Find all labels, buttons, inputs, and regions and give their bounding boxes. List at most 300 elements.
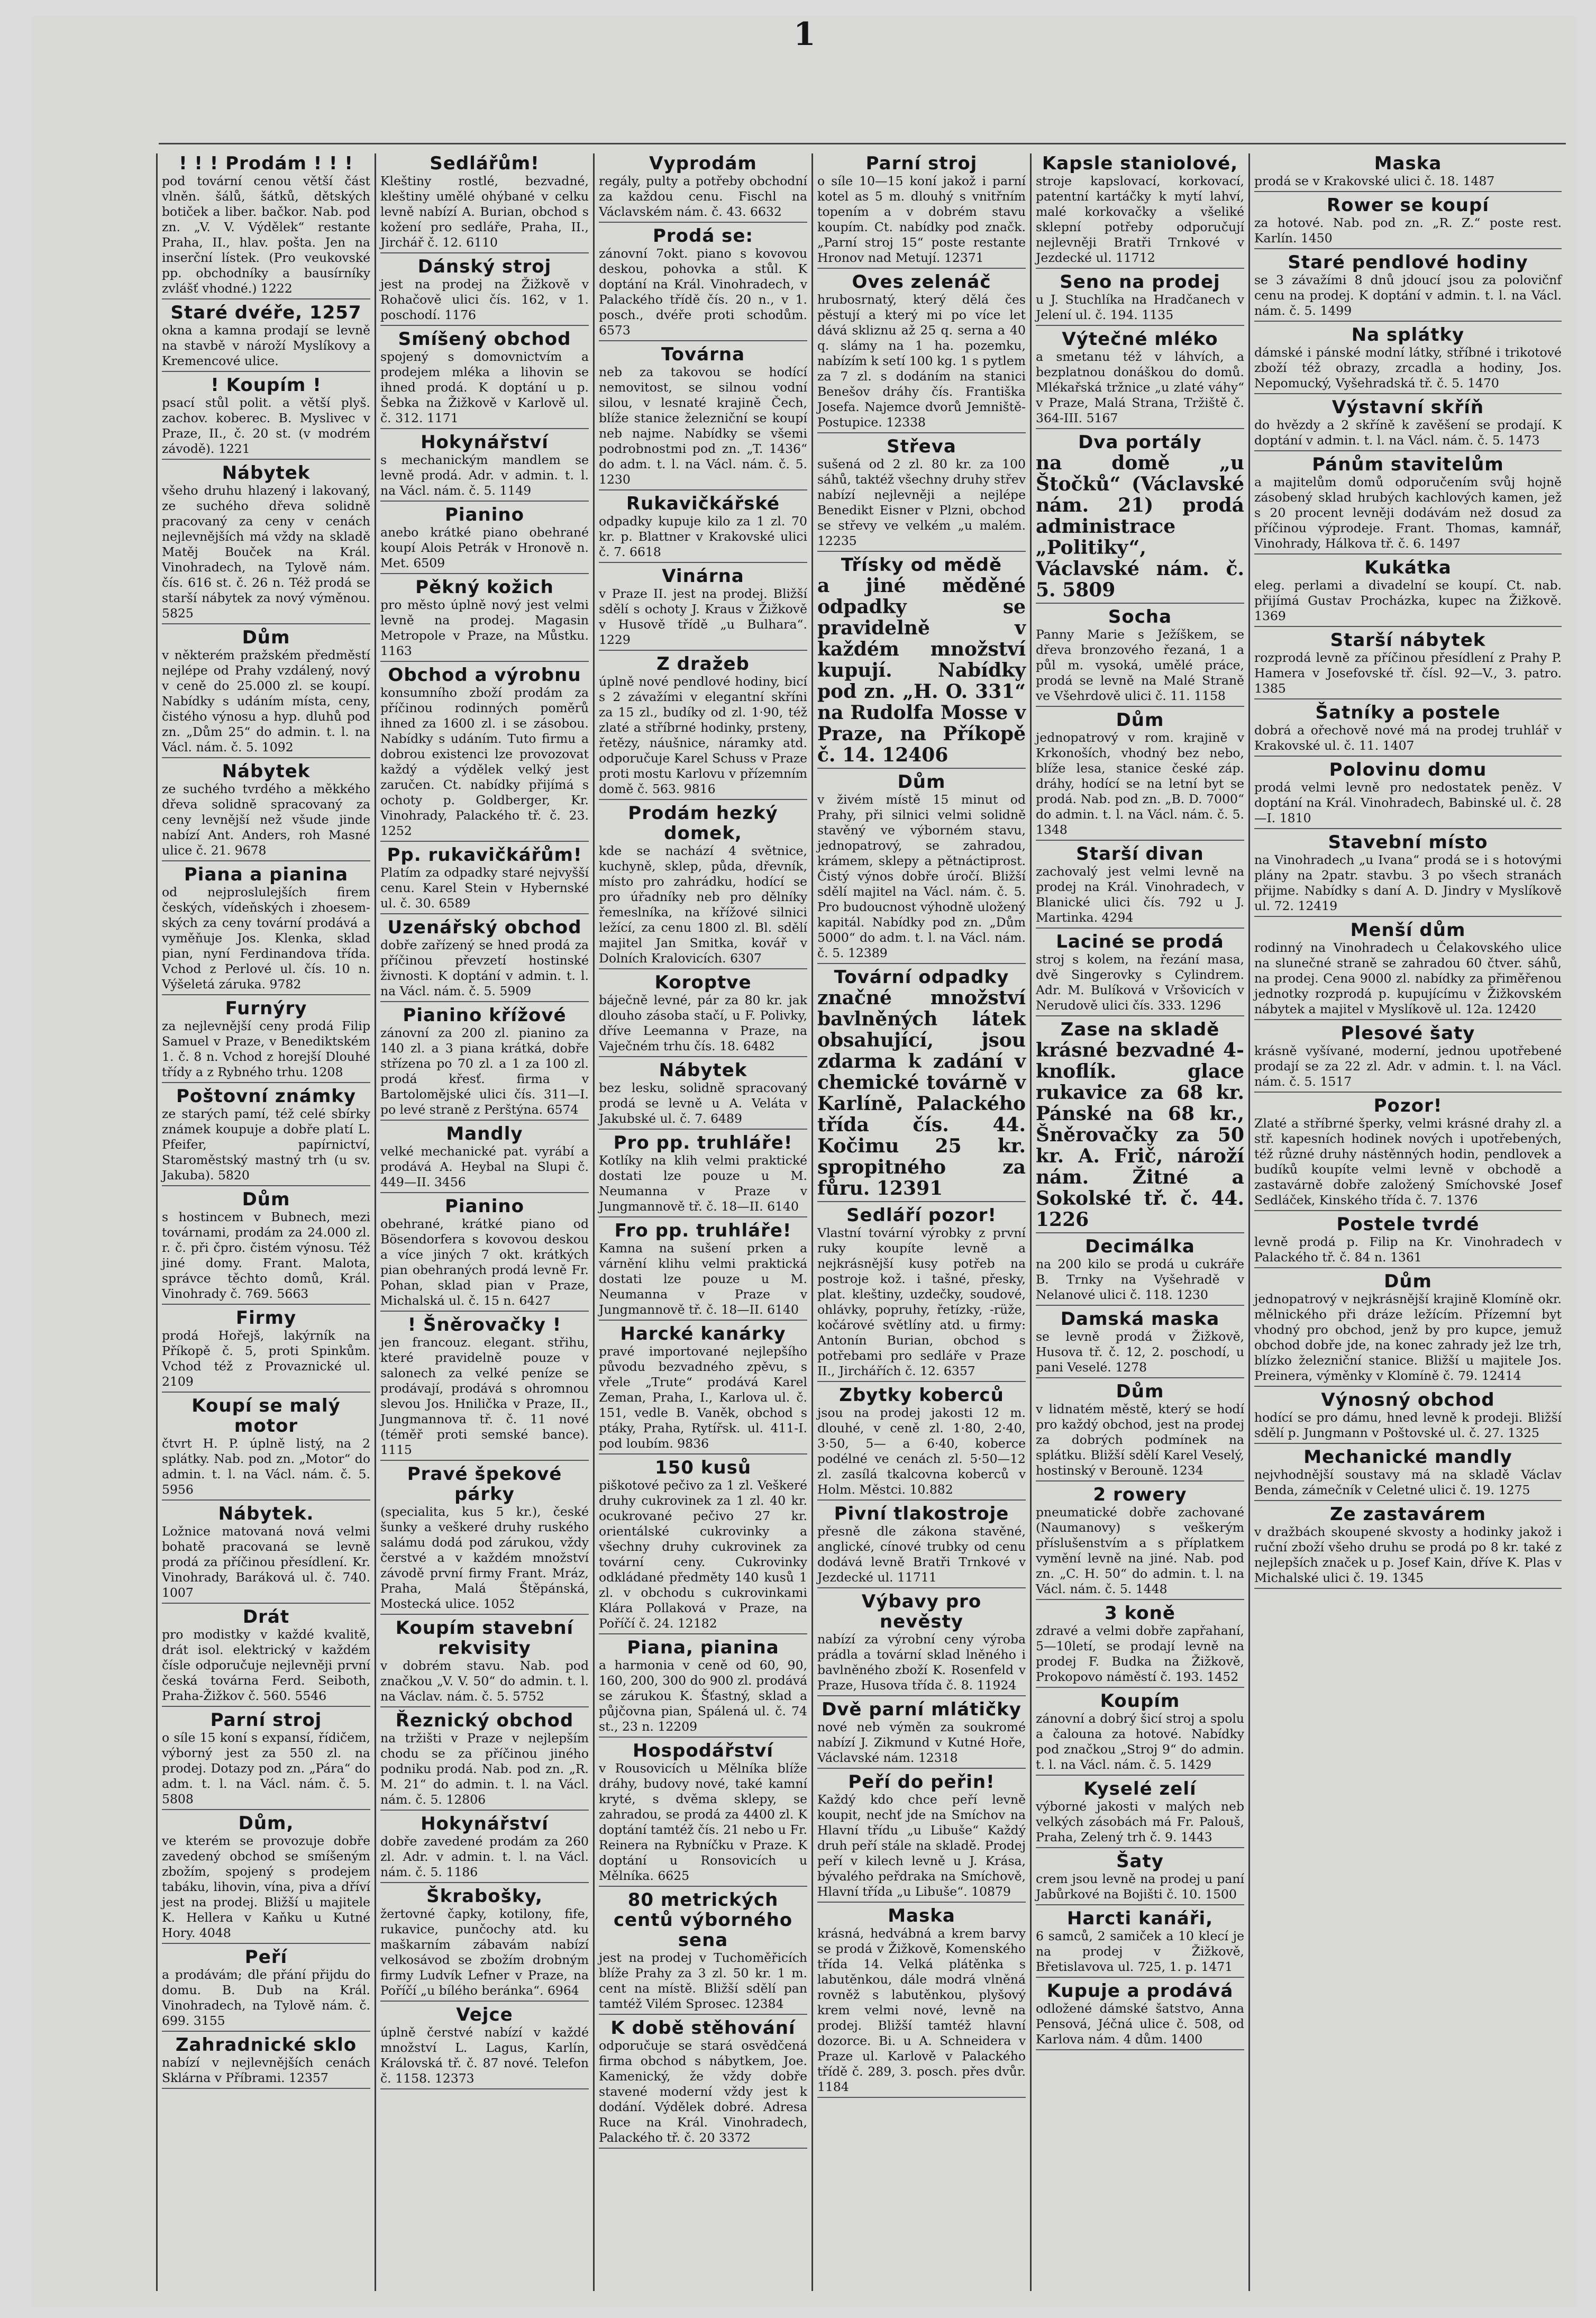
- ad-body: Kamna na sušení prken a várnění klihu velmi praktická dostati lze pouze u M. Neumanna v Praze v Jungmannově tř. č. 18—II. 6140: [599, 1241, 807, 1317]
- ad-body: krásná, hedvábná a krem barvy se prodá v Žižkově, Komenského třída 14. Velká plátěnka s labutěnkou, dále modrá vlněná rovněž s labutěnkou, plyšový krem velmi nové, levně na prodej. Bližší tamtéž hlavní dozorce. Bi. u A. Schneidera v Praze ul. Karlově v Palackého třídě č. 289, 3. posch. přes dvůr. 1184: [817, 1926, 1026, 2094]
- ad-heading: Fro pp. truhláře!: [614, 1220, 792, 1241]
- ad-body: bez lesku, solidně spracovaný prodá se levně u A. Veláta v Jakubské ul. č. 7. 6489: [599, 1080, 807, 1126]
- classified-ad: [817, 1699, 1026, 1769]
- ad-heading: Seno na prodej: [1060, 271, 1220, 293]
- ad-body: velké mechanické pat. vyrábí a prodává A. Heybal na Slupi č. 449—II. 3456: [380, 1144, 589, 1189]
- ad-body: 6 samců, 2 samiček a 10 klecí je na prodej v Žižkově, Břetislavova ul. 725, 1. p. 1471: [1036, 1929, 1244, 1974]
- ad-body: o síle 10—15 koní jakož i parní kotel as 5 m. dlouhý s vnitřním topením a v dobrém stavu koupím. Ct. nabídky pod značk. „Parní stroj 15“ poste restante Hronov nad Metují. 12371: [817, 174, 1026, 265]
- ad-heading: Výbavy pro nevěsty: [861, 1591, 982, 1632]
- classified-ad: [162, 1189, 370, 1305]
- classified-ad: [599, 972, 807, 1057]
- classified-ad: [1254, 703, 1562, 757]
- column-3: [593, 153, 811, 2291]
- classified-ad: [1036, 1237, 1244, 1306]
- ad-body: psací stůl polit. a větší plyš. zachov. koberec. B. Myslivec v Praze, II., č. 20 st. (v modrém závodě). 1221: [162, 395, 370, 456]
- ad-heading: Harcti kanáři,: [1066, 1908, 1214, 1929]
- ad-heading: Nábytek: [222, 462, 311, 484]
- header-rule: [159, 143, 1566, 144]
- ad-heading: ! Šněrovačky !: [407, 1314, 562, 1335]
- ad-heading: Staré pendlové hodiny: [1288, 252, 1528, 273]
- ad-heading: Harcké kanárky: [620, 1323, 786, 1344]
- ad-body: prodá velmi levně pro nedostatek peněz. V doptání na Král. Vinohradech, Babinské ul. č. 28—I. 1810: [1254, 780, 1562, 825]
- ad-body: v Praze II. jest na prodej. Bližší sdělí s ochoty J. Kraus v Žižkově v Husově třídě „u Bulhara“. 1229: [599, 586, 807, 647]
- ad-body: a majitelům domů odporučením svůj hojně zásobený sklad hrubých kachlových kamen, jež s 20 procent levněji dodávám než dosud za příčinou výprodeje. Frant. Thomas, kamnář, Vinohrady, Hálkova tř. č. 6. 1497: [1254, 475, 1562, 551]
- classified-ad: [1036, 329, 1244, 429]
- classified-ad: [1036, 1309, 1244, 1378]
- classified-ad: [1254, 1214, 1562, 1268]
- classified-ad: [1254, 252, 1562, 322]
- classified-ad: [817, 1592, 1026, 1696]
- ad-heading: Uzenářský obchod: [387, 917, 582, 938]
- classified-ad: [1036, 153, 1244, 269]
- column-5: [1030, 153, 1248, 2291]
- ad-body: od nejproslulejších firem českých, vídeňských i zhoesemských za ceny tovární prodává a vyměňuje Jos. Klenka, sklad pian, nyní Ferdinandova třída. Vchod z Perlové ul. čís. 10 n. Výšeletá záruka. 9782: [162, 885, 370, 992]
- classified-ad: [817, 772, 1026, 964]
- ad-heading: Dům,: [238, 1813, 294, 1834]
- classified-ad: [599, 1324, 807, 1455]
- classified-ad: [162, 1813, 370, 1944]
- classified-ad: [817, 1906, 1026, 2098]
- classified-ad: [380, 665, 589, 842]
- ad-body: značné množství bavlněných látek obsahující, jsou zdarma k zadání v chemické továrně v Karlíně, Palackého třída čís. 44. Kočimu 25 kr. spropitného za fůru. 12391: [817, 987, 1026, 1199]
- ad-heading: Zahradnické sklo: [175, 2034, 357, 2056]
- ad-body: žertovné čapky, kotilony, fife, rukavice, punčochy atd. ku maškarním zábavám nabízí velkosávod se zbožím drobným firmy Ludvík Lefner v Praze, na Poříčí „u bílého beránka“. 6964: [380, 1906, 589, 1998]
- classified-ad: [817, 1772, 1026, 1903]
- ad-body: spojený s domovnictvím a prodejem mléka a lihovin se ihned prodá. K doptání u p. Šebka na Žižkově v Karlově ul. č. 312. 1171: [380, 349, 589, 425]
- ad-body: zachovalý jest velmi levně na prodej na Král. Vinohradech, v Blanické ulici čís. 792 u J. Martinka. 4294: [1036, 864, 1244, 925]
- classified-ad: [380, 1711, 589, 1811]
- ad-body: (specialita, kus 5 kr.), české šunky a veškeré druhy ruského salámu dodá pod zárukou, vždy čerstvé a v každém množství závodě první firmy Frant. Mráz, Praha, Malá Štěpánská, Mostecká ulice. 1052: [380, 1504, 589, 1611]
- ad-body: jest na prodej na Žižkově v Rohačově ulici čís. 162, v 1. poschodí. 1176: [380, 277, 589, 322]
- classified-ad: [599, 1221, 807, 1321]
- classified-ad: [380, 329, 589, 429]
- ad-body: stroj s kolem, na řezání masa, dvě Singerovky s Cylindrem. Adr. M. Bulíková v Vršovicích v Nerudově ulici čís. 333. 1296: [1036, 952, 1244, 1013]
- column-6: [1248, 153, 1566, 2291]
- ad-body: Kleštiny rostlé, bezvadné, kleštiny umělé ohýbané v celku levně nabízí A. Burian, obchod s kožení pro sedláře, Praha, II., Jirchář č. 12. 6110: [380, 174, 589, 250]
- classified-ad: [599, 1741, 807, 1887]
- ad-heading: Poštovní známky: [176, 1086, 357, 1107]
- ad-body: obehrané, krátké piano od Bösendorfera s kovovou deskou a více jiných 7 okt. krátkých pian obehraných prodá levně Fr. Pohan, sklad pian v Praze, Michalská ul. č. 15 n. 6427: [380, 1216, 589, 1308]
- classified-ad: [380, 505, 589, 574]
- ad-heading: Pro pp. truhláře!: [613, 1132, 793, 1153]
- column-4: [811, 153, 1030, 2291]
- ad-body: Každý kdo chce peří levně koupit, nechť jde na Smíchov na Hlavní třídu „u Libuše“ Každý druh peří stále na skladě. Prodej peří v kilech levně u J. Krása, bývalého peřdraka na Smíchově, Hlavní třída „u Libuše“. 10879: [817, 1792, 1026, 1899]
- ad-heading: Starší nábytek: [1330, 630, 1486, 651]
- ad-body: do hvězdy a 2 skříně k zavěšení se prodají. K doptání v admin. t. l. na Václ. nám. č. 5. 1473: [1254, 417, 1562, 448]
- ad-heading: 3 koně: [1105, 1603, 1175, 1624]
- ad-heading: Smíšený obchod: [398, 329, 571, 350]
- classified-ad: [1036, 432, 1244, 604]
- classified-ad: [817, 153, 1026, 269]
- ad-heading: Pěkný kožich: [415, 577, 554, 598]
- classified-ad: [380, 1005, 589, 1121]
- ad-body: jednopatrový v nejkrásnější krajině Klomíně okr. mělnického při dráze ležícím. Přízemní byt vhodný pro obchod, jenž by pro kupce, jemuž obchod dobře jde, na konec zahrady jež lze trh, blízko železniční stanice. Bližší u majitele Jos. Preinera, výměnky v Klomíně č. 79. 12414: [1254, 1292, 1562, 1383]
- ad-body: se levně prodá v Žižkově, Husova tř. č. 12, 2. poschodí, u pani Veselé. 1278: [1036, 1329, 1244, 1375]
- classified-ad: [599, 1133, 807, 1217]
- ad-heading: Hokynářství: [421, 1813, 549, 1834]
- classified-ad: [162, 2035, 370, 2089]
- ad-body: okna a kamna prodají se levně na stavbě v nároží Myslíkovy a Kremencové ulice.: [162, 323, 370, 368]
- ad-heading: Vinárna: [662, 566, 744, 587]
- ad-body: nabízí v nejlevnějších cenách Sklárna v Příbrami. 12357: [162, 2055, 370, 2085]
- classified-ad: [599, 2018, 807, 2149]
- classified-ad: [380, 1315, 589, 1461]
- ad-heading: Dvě parní mlátičky: [822, 1699, 1022, 1720]
- ad-heading: Sedláří pozor!: [846, 1205, 997, 1226]
- classified-ad: [1254, 920, 1562, 1020]
- classified-ad: [1036, 1691, 1244, 1776]
- ad-heading: Mechanické mandly: [1303, 1447, 1512, 1468]
- classified-ad: [162, 1947, 370, 2032]
- classified-ad: [162, 1396, 370, 1501]
- ad-body: konsumního zboží prodám za příčinou rodinných poměrů ihned za 1600 zl. i se zásobou. Nabídky s udáním. Tuto firmu a dobrou existenci lze provozovat každý a výdělek velký jest zaručen. Ct. nabídky přijímá s ochoty p. Goldberger, Kr. Vinohrady, Palackého tř. č. 23. 1252: [380, 685, 589, 838]
- ad-heading: Koupí se malý motor: [191, 1395, 341, 1437]
- ad-body: za hotové. Nab. pod zn. „R. Z.“ poste rest. Karlín. 1450: [1254, 215, 1562, 246]
- classified-ad: [599, 1638, 807, 1738]
- classified-ad: [599, 1458, 807, 1634]
- ad-heading: Prodám hezký domek,: [628, 803, 778, 844]
- classified-ad: [162, 375, 370, 460]
- ad-body: eleg. perlami a divadelní se koupí. Ct. nab. přijímá Gustav Procházka, kupec na Žižkově. 1369: [1254, 578, 1562, 623]
- ad-heading: Furnýry: [225, 998, 307, 1019]
- ad-body: dobře zařízený se hned prodá za příčinou převzetí hostinské živnosti. K doptání v admin. t. l. na Václ. nám. č. 5. 5909: [380, 938, 589, 998]
- ad-body: jsou na prodej jakosti 12 m. dlouhé, v ceně zl. 1·80, 2·40, 3·50, 5— a 6·40, koberce podélné ve cenách zl. 5·50—12 zl. zasílá tkalcovna koberců v Holm. Městci. 10.882: [817, 1405, 1026, 1497]
- ad-heading: Dva portály: [1078, 432, 1202, 453]
- ad-heading: Třísky od mědě: [841, 554, 1002, 576]
- ad-heading: Hospodářství: [632, 1740, 774, 1761]
- ad-heading: Továrna: [661, 344, 745, 365]
- classified-ad: [1036, 710, 1244, 841]
- ad-body: nejvhodnější soustavy má na skladě Václav Benda, zámečník v Celetné ulici č. 19. 1275: [1254, 1467, 1562, 1497]
- ad-body: ve kterém se provozuje dobře zavedený obchod se smíšeným zbožím, spojený s prodejem tabáku, lihovin, vína, piva a dříví jest na prodej. Bližší u majitele K. Hellera v Kaňku u Kutné Hory. 4048: [162, 1833, 370, 1940]
- ad-heading: Pianino: [445, 1196, 524, 1217]
- ad-body: odpadky kupuje kilo za 1 zl. 70 kr. p. Blattner v Krakovské ulici č. 7. 6618: [599, 514, 807, 559]
- ad-heading: ! ! ! Prodám ! ! !: [179, 153, 353, 174]
- classified-ad: [599, 1890, 807, 2015]
- ad-body: nové neb výměn za soukromé nabízí J. Zikmund v Kutné Hoře, Václavské nám. 12318: [817, 1720, 1026, 1765]
- ad-body: úplně nové pendlové hodiny, bicí s 2 závažími v elegantní skříni za 15 zl., budíky od zl. 1·90, též zlaté a stříbrné hodinky, prsteny, řetězy, náušnice, náramky atd. odporučuje Karel Schuss v Praze proti mostu Karlovu v přízemním domě č. 563. 9816: [599, 674, 807, 796]
- classified-ad: [380, 1124, 589, 1193]
- ad-body: hodící se pro dámu, hned levně k prodeji. Bližší sdělí p. Jungmann v Poštovské ul. č. 27. 1325: [1254, 1410, 1562, 1440]
- classified-ad: [1254, 832, 1562, 917]
- classified-ad: [380, 153, 589, 253]
- ad-body: dámské i pánské modní látky, stříbné i trikotové zboží též obrazy, zrcadla a hodiny, Jos. Nepomucký, Vyšehradská tř. č. 5. 1470: [1254, 345, 1562, 390]
- ad-body: a smetanu též v láhvích, a bezplatnou donáškou do domů. Mlékařská tržnice „u zlaté váhy“ v Praze, Malá Strana, Tržiště č. 364-III. 5167: [1036, 349, 1244, 425]
- classified-ad: [817, 272, 1026, 433]
- ad-body: jednopatrový v rom. krajině v Krkonoších, vhodný bez nebo, blíže lesa, stanice české záp. dráhy, hodící se na letní byt se prodá. Nab. pod zn. „B. D. 7000“ do admin. t. l. na Václ. nám. č. 5. 1348: [1036, 730, 1244, 837]
- ad-heading: Hokynářství: [421, 432, 549, 453]
- ad-body: regály, pulty a potřeby obchodní za každou cenu. Fischl na Václavském nám. č. 43. 6632: [599, 174, 807, 219]
- classified-ad: [1254, 1023, 1562, 1093]
- ad-body: v dražbách skoupené skvosty a hodinky jakož i ruční zboží všeho druhu se prodá po 8 kr. také z nejlepších značek u p. Josef Kain, dříve K. Plas v Michalské ulici č. 19. 1345: [1254, 1524, 1562, 1585]
- classified-ad: [162, 1308, 370, 1393]
- ad-heading: Oves zelenáč: [852, 271, 991, 293]
- classified-ad: [380, 257, 589, 326]
- ad-body: všeho druhu hlazený i lakovaný, ze suchého dřeva solidně pracovaný za ceny v cenách nejlevnějších má vždy na skladě Matěj Bouček na Král. Vinohradech, na Tylově nám. čís. 616 st. č. 26 n. Též prodá se starší nábytek za nový výměnou. 5825: [162, 483, 370, 621]
- ad-body: za nejlevnější ceny prodá Filip Samuel v Praze, v Benediktském 1. č. 8 n. Vchod z horejší Dlouhé třídy a z Rybného trhu. 1208: [162, 1019, 370, 1079]
- ad-body: anebo krátké piano obehrané koupí Alois Petrák v Hronově n. Met. 6509: [380, 525, 589, 570]
- ad-heading: Maska: [888, 1905, 955, 1926]
- ad-heading: Ze zastavárem: [1329, 1504, 1486, 1525]
- ad-body: v lidnatém městě, který se hodí pro každý obchod, jest na prodej za dobrých podmínek na splátku. Bližší sdělí Karel Veselý, hostinský v Berouně. 1234: [1036, 1402, 1244, 1478]
- ad-body: báječně levné, pár za 80 kr. jak dlouho zásoba stačí, u F. Polivky, dříve Leemanna v Praze, na Vaječném trhu čís. 18. 6482: [599, 993, 807, 1053]
- ad-body: rozprodá levně za příčinou přesídlení z Prahy P. Hamera v Josefovské tř. čísl. 92—V., 3. patro. 1385: [1254, 650, 1562, 696]
- ad-body: na Vinohradech „u Ivana“ prodá se i s hotovými plány na 2patr. stavbu. 3 po všech stranách přijme. Nabídky s daní A. D. Jindry v Myslíkově ul. 72. 12419: [1254, 852, 1562, 913]
- classified-ad: [599, 494, 807, 563]
- ad-heading: Plesové šaty: [1340, 1023, 1475, 1044]
- ad-heading: Koroptve: [654, 972, 752, 993]
- classified-ad: [1254, 195, 1562, 249]
- ad-body: v dobrém stavu. Nab. pod značkou „V. V. 50“ do admin. t. l. na Václav. nám. č. 5. 5752: [380, 1658, 589, 1704]
- classified-ad: [162, 1607, 370, 1707]
- ad-body: se 3 závažími 8 dnů jdoucí jsou za polovičnf cenu na prodej. K doptání v admin. t. l. na Václ. nám. č. 5. 1499: [1254, 272, 1562, 318]
- classified-ad: [380, 917, 589, 1002]
- ad-body: Platím za odpadky staré nejvyšší cenu. Karel Stein v Hybernské ul. č. 30. 6589: [380, 865, 589, 911]
- ad-body: krásně vyšívané, moderní, jednou upotřebené prodají se za 22 zl. Adr. v admin. t. l. na Václ. nám. č. 5. 1517: [1254, 1043, 1562, 1089]
- ad-heading: Pánům stavitelům: [1312, 454, 1504, 475]
- classified-ad: [599, 803, 807, 969]
- ad-heading: Šatníky a postele: [1315, 702, 1501, 723]
- ad-heading: 2 rowery: [1093, 1484, 1187, 1505]
- ad-body: a prodávám; dle přání přijdu do domu. B. Dub na Král. Vinohradech, na Tylově nám. č. 699. 3155: [162, 1967, 370, 2028]
- ad-heading: Pivní tlakostroje: [834, 1503, 1009, 1524]
- ad-body: na tržišti v Praze v nejlepším chodu se za příčinou jiného podniku prodá. Nab. pod zn. „R. M. 21“ do admin. t. l. na Václ. nám. č. 5. 12806: [380, 1731, 589, 1807]
- ad-body: odložené dámské šatstvo, Anna Pensová, Jéčná ulice č. 508, od Karlova nám. 4 dům. 1400: [1036, 2001, 1244, 2047]
- classified-ad: [162, 1504, 370, 1604]
- ad-body: s hostincem v Bubnech, mezi továrnami, prodám za 24.000 zl. r. č. při čpro. čistém výnosu. Též jiné domy. Frant. Malota, správce těchto domů, Král. Vinohrady č. 769. 5663: [162, 1210, 370, 1301]
- classified-ad: [1036, 1908, 1244, 1978]
- ad-body: levně prodá p. Filip na Kr. Vinohradech v Palackého tř. č. 84 n. 1361: [1254, 1234, 1562, 1265]
- ad-heading: Dům: [242, 627, 290, 648]
- ad-body: prodá se v Krakovské ulici č. 18. 1487: [1254, 174, 1495, 188]
- classified-ad: [162, 1710, 370, 1810]
- ad-heading: Prodá se:: [652, 225, 754, 247]
- classified-ad: [1254, 1271, 1562, 1387]
- ad-body: v některém pražském předměstí nejlépe od Prahy vzdálený, nový v ceně do 25.000 zl. se koupí. Nabídky s udáním místa, ceny, čistého výnosu a hyp. dluhů pod zn. „Dům 25“ do admin. t. l. na Václ. nám. č. 5. 1092: [162, 648, 370, 755]
- classified-ad: [817, 1385, 1026, 1501]
- page-folio: 1: [794, 16, 816, 53]
- classified-ad: [1036, 1851, 1244, 1905]
- ad-body: zánovní a dobrý šicí stroj a spolu a čalouna za hotové. Nabídky pod značkou „Stroj 9“ do admin. t. l. na Václ. nám. č. 5. 1429: [1036, 1711, 1244, 1772]
- ad-heading: Maska: [1374, 153, 1442, 174]
- ad-heading: Laciné se prodá: [1056, 931, 1224, 952]
- ad-body: pro modistky v každé kvalitě, drát isol. elektrický v každém čísle odporučuje nejlevněji první česká továrna Ferd. Seiboth, Praha-Žižkov č. 560. 5546: [162, 1627, 370, 1703]
- classified-ad: [380, 845, 589, 914]
- classified-ad: [599, 344, 807, 490]
- classified-ad: [380, 2005, 589, 2089]
- classified-ad: [1254, 1390, 1562, 1444]
- ad-heading: Staré dvéře, 1257: [170, 302, 362, 323]
- ad-heading: Pravé špekové párky: [407, 1463, 562, 1505]
- ad-heading: Piana a pianina: [184, 864, 349, 885]
- classified-ad: [599, 566, 807, 651]
- classified-ad: [1254, 630, 1562, 699]
- ad-body: výborné jakosti v malých neb velkých zásobách má Fr. Palouš, Praha, Zelený trh č. 9. 1443: [1036, 1799, 1244, 1844]
- ad-body: Vlastní tovární výrobky z první ruky koupíte levně a nejkrásnější kusy potřeb na postroje kož. i tašné, přesky, plat. kleštiny, uzdečky, soudové, ohlávky, popruhy, řetízky, -rüže, kočárové světlíny atd. u firmy: Antonín Burian, obchod s potřebami pro sedláře v Praze II., Jirchářích č. 12. 6357: [817, 1225, 1026, 1378]
- classified-ad: [162, 153, 370, 299]
- ad-heading: Dům: [1116, 710, 1164, 731]
- ad-body: nabízí za výrobní ceny výroba prádla a tovární sklad lněného i bavlněného zboží K. Rosenfeld v Praze, Husova třída č. 8. 11924: [817, 1632, 1026, 1693]
- classified-ad: [162, 303, 370, 372]
- classified-ad: [817, 555, 1026, 769]
- ad-body: odporučuje se stará osvědčená firma obchod s nábytkem, Joe. Kamenický, že vždy dobře stavené moderní vždy jest k dodání. Výdělek dobré. Adresa Ruce na Král. Vinohradech, Palackého tř. č. 20 3372: [599, 2038, 807, 2145]
- ad-heading: Nábytek: [659, 1060, 747, 1081]
- ad-body: Panny Marie s Ježíškem, se dřeva bronzového řezaná, 1 a půl m. vysoká, umělé práce, prodá se levně na Malé Straně ve Všehrdově ulici č. 11. 1158: [1036, 627, 1244, 703]
- classified-ad: [1254, 153, 1562, 192]
- ad-heading: Piana, pianina: [627, 1637, 779, 1658]
- ad-heading: Dům: [1384, 1271, 1432, 1292]
- ad-body: kde se nachází 4 světnice, kuchyně, sklep, půda, dřevník, místo pro zahrádku, hodící se pro úřadníky neb pro dělníky řemeslníka, na křížové silnici ležící, za cenu 1800 zl. Bl. sdělí majitel Jan Smitka, kovář v Dolních Kralovicích. 6307: [599, 843, 807, 966]
- ad-body: o síle 15 koní s expansí, řídičem, výborný jest za 550 zl. na prodej. Dotazy pod zn. „Pára“ do adm. t. l. na Václ. nám. č. 5. 5808: [162, 1730, 370, 1806]
- ad-heading: Rower se koupí: [1326, 195, 1489, 216]
- ad-heading: Dům: [897, 771, 946, 793]
- classified-ad: [1254, 1096, 1562, 1211]
- classified-ad: [1036, 1020, 1244, 1233]
- ad-body: a jiné měděné odpadky se pravidelně v každém množství kupují. Nabídky pod zn. „H. O. 331“ na Rudolfa Mosse v Praze, na Příkopě č. 14. 12406: [817, 575, 1026, 766]
- ad-body: pod tovární cenou větší část vlněn. šálů, šátků, dětských botiček a liber. bačkor. Nab. pod zn. „V. V. Výdělek“ restante Praha, II., hlav. pošta. Jen na inserční lístek. (Pro veukovské pp. obchodníky a bausírníky zvlášť vhodné.) 1222: [162, 174, 370, 296]
- classified-ad: [162, 865, 370, 995]
- classified-ad: [599, 654, 807, 800]
- ad-heading: Vyprodám: [649, 153, 757, 174]
- classified-ad: [817, 967, 1026, 1202]
- ad-body: hrubosrnatý, který dělá čes pěstují a který mi po více let dává skliznu až 25 q. serna a 40 q. slámy na 1 ha. pozemku, nabízím k setí 100 kg. 1 s pytlem za 7 zl. s dodáním na stanici Benešov dráhy čís. Františka Josefa. Najemce dvorů Jemniště-Postupice. 12338: [817, 292, 1026, 430]
- classified-ad: [380, 432, 589, 502]
- ad-body: v Rousovicích u Mělníka blíže dráhy, budovy nové, také kamní kryté, s dvěma sklepy, se zahradou, se prodá za 4400 zl. K doptání tamtéž čís. 21 nebo u Fr. Reinera na Rybníčku v Praze. K doptání u Ronsovicích u Mělníka. 6625: [599, 1761, 807, 1883]
- ad-heading: Drát: [242, 1606, 290, 1628]
- classified-ad: [817, 1504, 1026, 1588]
- ad-body: Kotlíky na klih velmi praktické dostati lze pouze u M. Neumanna v Praze v Jungmannově tř. č. 18—II. 6140: [599, 1153, 807, 1214]
- ad-body: na 200 kilo se prodá u cukráře B. Trnky na Vyšehradě v Nelanové ulici č. 118. 1230: [1036, 1257, 1244, 1302]
- classified-ad: [599, 1060, 807, 1130]
- ad-heading: Socha: [1108, 606, 1172, 628]
- ad-body: s mechanickým mandlem se levně prodá. Adr. v admin. t. l. na Václ. nám. č. 5. 1149: [380, 452, 589, 498]
- ad-heading: Pianino křížové: [403, 1005, 567, 1026]
- ad-body: Ložnice matovaná nová velmi bohatě pracovaná se levně prodá za příčinou přesídlení. Kr. Vinohrady, Baráková ul. č. 740. 1007: [162, 1524, 370, 1600]
- classified-ad: [380, 1618, 589, 1707]
- ad-heading: Starší divan: [1076, 843, 1204, 865]
- ad-heading: Firmy: [235, 1307, 297, 1329]
- classified-ad: [380, 1886, 589, 2002]
- classified-ad: [162, 628, 370, 758]
- ad-heading: Sedlářům!: [430, 153, 540, 174]
- ad-heading: Parní stroj: [865, 153, 978, 174]
- classified-ad: [1036, 1779, 1244, 1848]
- ad-heading: Decimálka: [1085, 1236, 1195, 1257]
- classified-ad: [162, 463, 370, 624]
- ad-heading: Stavební místo: [1328, 832, 1488, 853]
- classified-ad: [380, 1464, 589, 1615]
- ad-body: zánovní za 200 zl. pianino za 140 zl. a 3 piana krátká, dobře střízena po 70 zl. a 1 za 100 zl. prodá křesť. firma v Bartolomějské ulici čís. 311—I. po levé straně z Perštýna. 6574: [380, 1025, 589, 1117]
- classified-ad: [1254, 454, 1562, 554]
- ad-heading: Parní stroj: [210, 1710, 322, 1731]
- ad-heading: Dánský stroj: [417, 256, 552, 277]
- ad-heading: Vejce: [456, 2004, 513, 2025]
- ad-heading: 80 metrických centů výborného sena: [613, 1889, 793, 1951]
- ad-body: na domě „u Štočků“ (Václavské nám. 21) prodá administrace „Politiky“, Václavské nám. č. 5. 5809: [1036, 452, 1244, 601]
- ad-heading: Škrabošky,: [426, 1886, 543, 1907]
- ad-heading: ! Koupím !: [211, 375, 322, 396]
- ad-heading: Řeznický obchod: [395, 1710, 574, 1731]
- ad-heading: Kyselé zelí: [1083, 1778, 1197, 1799]
- ad-heading: Koupím: [1100, 1690, 1180, 1712]
- ad-body: krásné bezvadné 4-knoflík. glace rukavice za 68 kr. Pánské na 68 kr., Šněrovačky za 50 kr. A. Frič, nároží nám. Žitné a Sokolské tř. č. 44. 1226: [1036, 1039, 1244, 1231]
- ad-heading: Polovinu domu: [1329, 759, 1487, 780]
- ad-heading: Zbytky koberců: [839, 1385, 1004, 1406]
- ad-body: prodá Hořejš, lakýrník na Příkopě č. 5, proti Spinkům. Vchod též z Provaznické ul. 2109: [162, 1328, 370, 1389]
- classified-ad: [1254, 325, 1562, 394]
- ad-heading: Postele tvrdé: [1336, 1214, 1480, 1235]
- ad-heading: Menší dům: [1350, 920, 1466, 941]
- ad-body: rodinný na Vinohradech u Čelakovského ulice na slunečné straně se zahradou 60 čtver. sáhů, na prodej. Cena 9000 zl. nabídky za přiměřenou jednotky rozprodá p. kupujícímu v Žižkovském nábytek a majitel v Myslíkově ul. 12a. 12420: [1254, 940, 1562, 1016]
- ad-heading: K době stěhování: [610, 2017, 796, 2039]
- ad-heading: Kukátka: [1364, 557, 1452, 578]
- classified-ad: [1036, 1485, 1244, 1600]
- classified-ad: [817, 437, 1026, 552]
- classified-ad: [817, 1205, 1026, 1382]
- classified-ad: [1036, 1381, 1244, 1481]
- ad-body: stroje kapslovací, korkovací, patentní kartáčky k mytí lahví, malé korkovačky a všeliké sklepní potřeby odporučují nejlevněji Bratři Trnkové v Jezdecké ul. 11712: [1036, 174, 1244, 265]
- ad-heading: Mandly: [446, 1123, 523, 1144]
- ad-heading: Nábytek: [222, 761, 311, 782]
- classified-ad: [1036, 1981, 1244, 2050]
- ad-body: přesně dle zákona stavěné, anglické, cínové trubky od cenu dodává levně Bratři Trnkové v Jezdecké ul. 11711: [817, 1524, 1026, 1585]
- ad-body: piškotové pečivo za 1 zl. Veškeré druhy cukrovinek za 1 zl. 40 kr. ocukrované pečivo 27 kr. orientálské cukrovinky a všechny druhy cukrovinek za tovární ceny. Cukrovinky odkládané předměty 140 kusů 1 zl. v obchodu s cukrovinkami Klára Pollaková v Praze, na Poříčí č. 24. 12182: [599, 1478, 807, 1631]
- classified-ad: [1036, 844, 1244, 929]
- ad-heading: Kupuje a prodává: [1046, 1980, 1234, 2002]
- classified-ad: [380, 1196, 589, 1312]
- ad-heading: Nábytek.: [218, 1503, 314, 1524]
- ad-heading: Výtečné mléko: [1062, 329, 1218, 350]
- ad-heading: Pianino: [445, 504, 524, 525]
- ad-body: ze starých pamí, též celé sbírky známek koupuje a dobře platí L. Pfeifer, papírnictví, Staroměstský mastný trh (u sv. Jakuba). 5820: [162, 1106, 370, 1183]
- ad-body: a harmonia v ceně od 60, 90, 160, 200, 300 do 900 zl. prodává se zárukou K. Šťastný, sklad a půjčovna pian, Spálená ul. č. 74 st., 23 n. 12209: [599, 1658, 807, 1734]
- classified-ad: [380, 1814, 589, 1883]
- ad-body: Zlaté a stříbrné šperky, velmi krásné drahy zl. a stř. kapesních hodinek nových i upotřebených, též různé druhy nástěnných hodin, pendlovek a budíků koupíte velmi levně v obchodě a zastavárně dobře založený Smíchovské Josef Sedláček, Kinského třída č. 7. 1376: [1254, 1116, 1562, 1207]
- ad-body: u J. Stuchlíka na Hradčanech v Jelení ul. č. 194. 1135: [1036, 292, 1244, 322]
- ad-body: dobře zavedené prodám za 260 zl. Adr. v admin. t. l. na Václ. nám. č. 5. 1186: [380, 1834, 589, 1879]
- ad-heading: Kapsle staniolové,: [1042, 153, 1238, 174]
- ad-heading: Výnosný obchod: [1321, 1389, 1495, 1411]
- ad-body: v živém místě 15 minut od Prahy, při silnici velmi solidně stavěný ve výborném stavu, jednopatrový, se zahradou, krámem, sklepy a pětnáctiprost. Čistý výnos dobře úročí. Bližší sdělí majitel na Václ. nám. č. 5. Pro budoucnost výhodně uložený kapitál. Nabídky pod zn. „Dům 5000“ do adm. t. l. na Václ. nám. č. 5. 12389: [817, 792, 1026, 960]
- ad-body: jest na prodej v Tuchoměřicích blíže Prahy za 3 zl. 50 kr. 1 m. cent na místě. Bližší sdělí pan tamtéž Vilém Sprosec. 12384: [599, 1950, 807, 2011]
- ad-body: crem jsou levně na prodej u paní Jabůrkové na Bojišti č. 10. 1500: [1036, 1871, 1244, 1902]
- ad-body: pro město úplně nový jest velmi levně na prodej. Magasin Metropole v Praze, na Můstku. 1163: [380, 597, 589, 658]
- ad-heading: Dům: [242, 1189, 290, 1210]
- classified-ad: [1036, 272, 1244, 326]
- ad-heading: Šaty: [1116, 1851, 1164, 1872]
- column-1: [156, 153, 375, 2291]
- ad-body: čtvrt H. P. úplně listý, na 2 splátky. Nab. pod zn. „Motor“ do admin. t. l. na Václ. nám. č. 5. 5956: [162, 1436, 370, 1497]
- ad-body: ze suchého tvrdého a měkkého dřeva solidně spracovaný za ceny levnější než všude jinde nabízí Ant. Anders, roh Masné ulice č. 21. 9678: [162, 781, 370, 858]
- classified-ad: [599, 153, 807, 223]
- classified-ad: [380, 577, 589, 662]
- ad-heading: 150 kusů: [654, 1457, 752, 1478]
- ad-body: pravé importované nejlepšího původu bezvadného zpěvu, s vřele „Trute“ prodává Karel Zeman, Praha, I., Karlova ul. č. 151, vedle B. Vaněk, obchod s ptáky, Praha, Rytířsk. ul. 411-I. pod loubím. 9836: [599, 1344, 807, 1451]
- ad-heading: Z dražeb: [656, 653, 750, 675]
- newspaper-page: [32, 16, 1576, 2307]
- ad-heading: Peří: [244, 1947, 288, 1968]
- classified-ad: [1036, 932, 1244, 1016]
- classified-ad: [1254, 760, 1562, 829]
- classified-ad: [1254, 1504, 1562, 1589]
- ad-body: pneumatické dobře zachované (Naumanovy) s veškerým příslušenstvím a s příplatkem vymění levně na jiné. Nab. pod zn. „C. H. 50“ do admin. t. l. na Václ. nám. č. 5. 1448: [1036, 1505, 1244, 1596]
- classified-ad: [1036, 607, 1244, 707]
- ad-body: zánovní 7okt. piano s kovovou deskou, pohovka a stůl. K doptání na Král. Vinohradech, v Palackého třídě čís. 20 n., v 1. posch., dvéře proti schodům. 6573: [599, 246, 807, 338]
- ad-heading: Pozor!: [1373, 1095, 1443, 1116]
- column-2: [375, 153, 593, 2291]
- classified-ad: [1036, 1603, 1244, 1688]
- ad-body: zdravé a velmi dobře zapřahaní, 5—10letí, se prodají levně na prodej F. Budka na Žižkově, Prokopovo náměstí č. 193. 1452: [1036, 1623, 1244, 1684]
